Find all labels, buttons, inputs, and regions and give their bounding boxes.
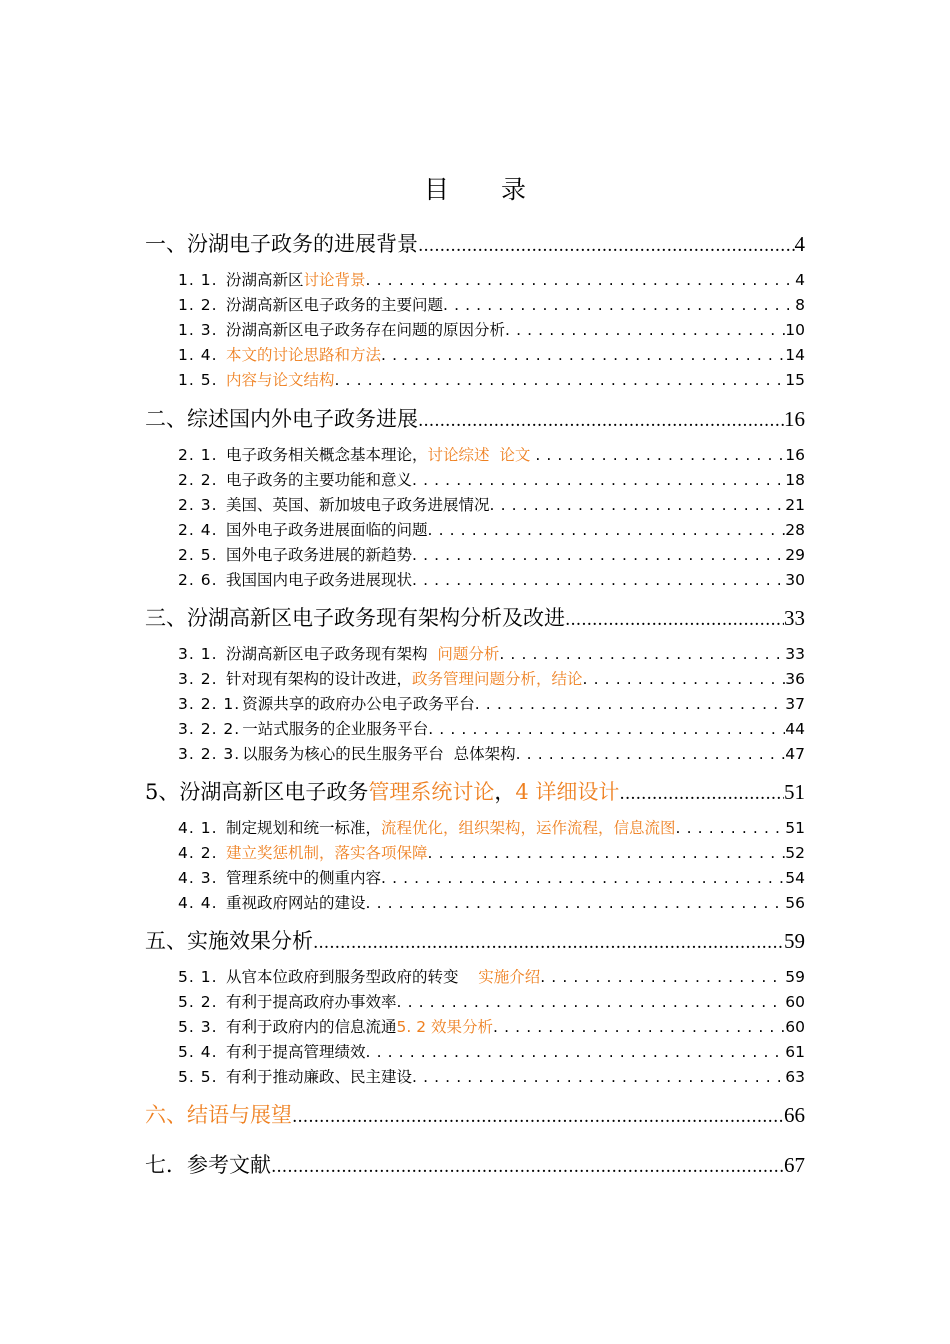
toc-entry-number: 1. 2. <box>178 296 218 314</box>
toc-entry-text: 汾湖高新区 <box>226 271 304 289</box>
toc-page-number: 54 <box>785 869 805 887</box>
toc-section-entry[interactable] <box>178 891 805 913</box>
toc-entry-text: 汾湖高新区电子政务现有架构 <box>226 645 438 663</box>
toc-dot-leader <box>490 496 786 514</box>
toc-page-number: 16 <box>785 446 805 464</box>
toc-page-number: 59 <box>785 968 805 986</box>
toc-entry-text: 电子政务的主要功能和意义 <box>226 471 413 489</box>
toc-entry-highlighted-text: 讨论综述 论文 <box>427 446 531 464</box>
toc-entry-number: 5. 1. <box>178 968 218 986</box>
toc-entry-highlighted-text: 管理系统讨论 <box>368 780 495 804</box>
toc-section-entry[interactable] <box>178 493 805 515</box>
toc-section-entry[interactable] <box>178 866 805 888</box>
toc-dot-leader <box>381 346 785 364</box>
toc-section-entry[interactable] <box>178 1040 805 1062</box>
toc-entry-number: 4. 2. <box>178 844 218 862</box>
toc-entry-number: 1. 1. <box>178 271 218 289</box>
toc-entry-number: 2. 4. <box>178 521 218 539</box>
toc-entry-highlighted-text: 建立奖惩机制，落实各项保障 <box>226 844 428 862</box>
toc-entry-highlighted-text: 流程优化，组织架构，运作流程，信息流图 <box>381 819 676 837</box>
toc-page-number: 44 <box>785 720 805 738</box>
toc-entry-text: 管理系统中的侧重内容 <box>226 869 382 887</box>
toc-chapter-entry[interactable] <box>145 1099 805 1129</box>
toc-dot-leader <box>412 471 785 489</box>
toc-title: 目 录 <box>424 175 548 204</box>
toc-chapter-entry[interactable] <box>145 925 805 955</box>
toc-dot-leader <box>418 232 795 256</box>
toc-dot-leader <box>540 968 785 986</box>
toc-section-entry[interactable] <box>178 816 805 838</box>
toc-entry-highlighted-text: 4 详细设计 <box>515 780 620 804</box>
toc-dot-leader <box>412 1068 785 1086</box>
toc-section-entry[interactable] <box>178 1065 805 1087</box>
toc-entry-text: ， <box>494 780 516 804</box>
toc-section-entry[interactable] <box>178 990 805 1012</box>
toc-dot-leader <box>335 371 786 389</box>
toc-page-number: 51 <box>785 819 805 837</box>
toc-entry-highlighted-text: 内容与论文结构 <box>226 371 335 389</box>
toc-dot-leader <box>412 546 785 564</box>
toc-page-number: 4 <box>794 232 805 256</box>
toc-section-entry[interactable] <box>178 642 805 664</box>
toc-entry-highlighted-text: 本文的讨论思路和方法 <box>226 346 382 364</box>
toc-page-number: 52 <box>785 844 805 862</box>
toc-entry-text: 有利于政府内的信息流通 <box>226 1018 397 1036</box>
toc-page-number: 30 <box>785 571 805 589</box>
toc-entry-text: 有利于提高政府办事效率 <box>226 993 397 1011</box>
toc-entry-highlighted-text: 政务管理问题分析，结论 <box>412 670 583 688</box>
toc-entry-number: 3. 2. 2. <box>178 720 241 738</box>
toc-entry-text: 国外电子政务进展面临的问题 <box>226 521 428 539</box>
toc-dot-leader <box>412 571 785 589</box>
toc-section-entry[interactable] <box>178 268 805 290</box>
toc-page-number: 18 <box>785 471 805 489</box>
toc-page-number: 4 <box>795 271 805 289</box>
toc-entry-text: 有利于提高管理绩效 <box>226 1043 366 1061</box>
toc-section-entry[interactable] <box>178 343 805 365</box>
toc-entry-text: 资源共享的政府办公电子政务平台 <box>242 695 475 713</box>
toc-section-entry[interactable] <box>178 518 805 540</box>
toc-entry-number: 5. 4. <box>178 1043 218 1061</box>
toc-dot-leader <box>292 1103 784 1127</box>
toc-entry-text: 5、汾湖高新区电子政务 <box>145 780 369 804</box>
toc-entry-text: 以服务为核心的民生服务平台 总体架构 <box>242 745 516 763</box>
toc-section-entry[interactable] <box>178 841 805 863</box>
toc-dot-leader <box>366 1043 786 1061</box>
toc-dot-leader <box>313 929 784 953</box>
toc-entry-highlighted-text: 讨论背景 <box>303 271 366 289</box>
toc-page-number: 47 <box>785 745 805 763</box>
toc-dot-leader <box>475 695 786 713</box>
toc-entry-text: 电子政务相关概念基本理论， <box>226 446 428 464</box>
toc-page-number: 37 <box>785 695 805 713</box>
toc-dot-leader <box>428 720 785 738</box>
toc-entry-number: 5. 5. <box>178 1068 218 1086</box>
toc-entry-text: 有利于推动廉政、民主建设 <box>226 1068 413 1086</box>
toc-section-entry[interactable] <box>178 293 805 315</box>
toc-section-entry[interactable] <box>178 368 805 390</box>
toc-page-number: 51 <box>784 780 805 804</box>
toc-page-number: 10 <box>785 321 805 339</box>
toc-page-number: 33 <box>785 645 805 663</box>
toc-chapter-entry[interactable] <box>145 1149 805 1179</box>
toc-page-number: 59 <box>784 929 805 953</box>
toc-dot-leader <box>505 321 785 339</box>
toc-section-entry[interactable] <box>178 717 805 739</box>
toc-entry-number: 2. 3. <box>178 496 218 514</box>
toc-dot-leader <box>428 521 786 539</box>
toc-dot-leader <box>418 407 784 431</box>
toc-entry-highlighted-text: 六、结语与展望 <box>145 1103 292 1127</box>
toc-page-number: 36 <box>785 670 805 688</box>
toc-dot-leader <box>397 993 786 1011</box>
toc-page-number: 8 <box>795 296 805 314</box>
toc-entry-number: 2. 6. <box>178 571 218 589</box>
toc-section-entry[interactable] <box>178 1015 805 1037</box>
toc-dot-leader <box>428 844 786 862</box>
toc-dot-leader <box>443 296 795 314</box>
toc-entry-text: 国外电子政务进展的新趋势 <box>226 546 413 564</box>
toc-section-entry[interactable] <box>178 568 805 590</box>
toc-page-number: 56 <box>785 894 805 912</box>
toc-page-number: 60 <box>785 993 805 1011</box>
toc-entry-text: 汾湖高新区电子政务的主要问题 <box>226 296 444 314</box>
toc-entry-number: 2. 5. <box>178 546 218 564</box>
toc-entry-text: 二、综述国内外电子政务进展 <box>145 407 418 431</box>
toc-section-entry[interactable] <box>178 667 805 689</box>
toc-dot-leader <box>516 745 786 763</box>
toc-entry-number: 3. 2. 1. <box>178 695 241 713</box>
toc-chapter-entry[interactable] <box>145 776 805 806</box>
toc-dot-leader <box>535 446 785 464</box>
toc-entry-text: 七．参考文献 <box>145 1153 271 1177</box>
toc-entry-number: 5. 3. <box>178 1018 218 1036</box>
toc-section-entry[interactable] <box>178 692 805 714</box>
toc-page-number: 14 <box>785 346 805 364</box>
toc-dot-leader <box>493 1018 785 1036</box>
toc-entry-number: 2. 2. <box>178 471 218 489</box>
toc-section-entry[interactable] <box>178 965 805 987</box>
toc-section-entry[interactable] <box>178 742 805 764</box>
toc-dot-leader <box>565 606 784 630</box>
toc-entry-number: 2. 1. <box>178 446 218 464</box>
toc-entry-text: 三、汾湖高新区电子政务现有架构分析及改进 <box>145 606 565 630</box>
toc-entry-number: 1. 5. <box>178 371 218 389</box>
toc-entry-text: 汾湖高新区电子政务存在问题的原因分析 <box>226 321 506 339</box>
toc-entry-highlighted-text: 5. 2 效果分析 <box>396 1018 494 1036</box>
toc-dot-leader <box>381 869 785 887</box>
toc-entry-text: 我国国内电子政务进展现状 <box>226 571 413 589</box>
toc-entry-text: 从官本位政府到服务型政府的转变 <box>226 968 479 986</box>
toc-entry-number: 3. 1. <box>178 645 218 663</box>
toc-page-number: 61 <box>785 1043 805 1061</box>
toc-chapter-entry[interactable] <box>145 228 805 258</box>
toc-page-number: 67 <box>784 1153 805 1177</box>
toc-page-number: 66 <box>784 1103 805 1127</box>
toc-entry-number: 4. 3. <box>178 869 218 887</box>
toc-page-number: 15 <box>785 371 805 389</box>
toc-entry-text: 重视政府网站的建设 <box>226 894 366 912</box>
toc-chapter-entry[interactable] <box>145 602 805 632</box>
toc-entry-text: 针对现有架构的设计改进， <box>226 670 413 688</box>
toc-entry-highlighted-text: 问题分析 <box>437 645 500 663</box>
toc-entry-text: 一、汾湖电子政务的进展背景 <box>145 232 418 256</box>
toc-dot-leader <box>619 780 784 804</box>
toc-page-number: 28 <box>785 521 805 539</box>
toc-dot-leader <box>366 271 796 289</box>
toc-dot-leader <box>499 645 785 663</box>
toc-dot-leader <box>366 894 786 912</box>
toc-entry-text: 一站式服务的企业服务平台 <box>242 720 429 738</box>
toc-page-number: 33 <box>784 606 805 630</box>
toc-entry-number: 4. 1. <box>178 819 218 837</box>
toc-entry-number: 5. 2. <box>178 993 218 1011</box>
toc-section-entry[interactable] <box>178 318 805 340</box>
toc-dot-leader <box>583 670 786 688</box>
toc-entry-text: 五、实施效果分析 <box>145 929 313 953</box>
toc-entry-number: 1. 3. <box>178 321 218 339</box>
toc-page-number: 21 <box>785 496 805 514</box>
toc-section-entry[interactable] <box>178 443 805 465</box>
toc-page-number: 63 <box>785 1068 805 1086</box>
toc-page-number: 29 <box>785 546 805 564</box>
toc-entry-highlighted-text: 实施介绍 <box>478 968 541 986</box>
toc-entry-text: 美国、英国、新加坡电子政务进展情况 <box>226 496 490 514</box>
toc-chapter-entry[interactable] <box>145 403 805 433</box>
toc-dot-leader <box>676 819 786 837</box>
toc-entry-number: 3. 2. 3. <box>178 745 241 763</box>
toc-section-entry[interactable] <box>178 543 805 565</box>
toc-dot-leader <box>271 1153 784 1177</box>
toc-entry-number: 1. 4. <box>178 346 218 364</box>
toc-page-number: 16 <box>784 407 805 431</box>
toc-entry-number: 3. 2. <box>178 670 218 688</box>
toc-entry-text: 制定规划和统一标准， <box>226 819 382 837</box>
toc-section-entry[interactable] <box>178 468 805 490</box>
toc-page-number: 60 <box>785 1018 805 1036</box>
toc-entry-number: 4. 4. <box>178 894 218 912</box>
